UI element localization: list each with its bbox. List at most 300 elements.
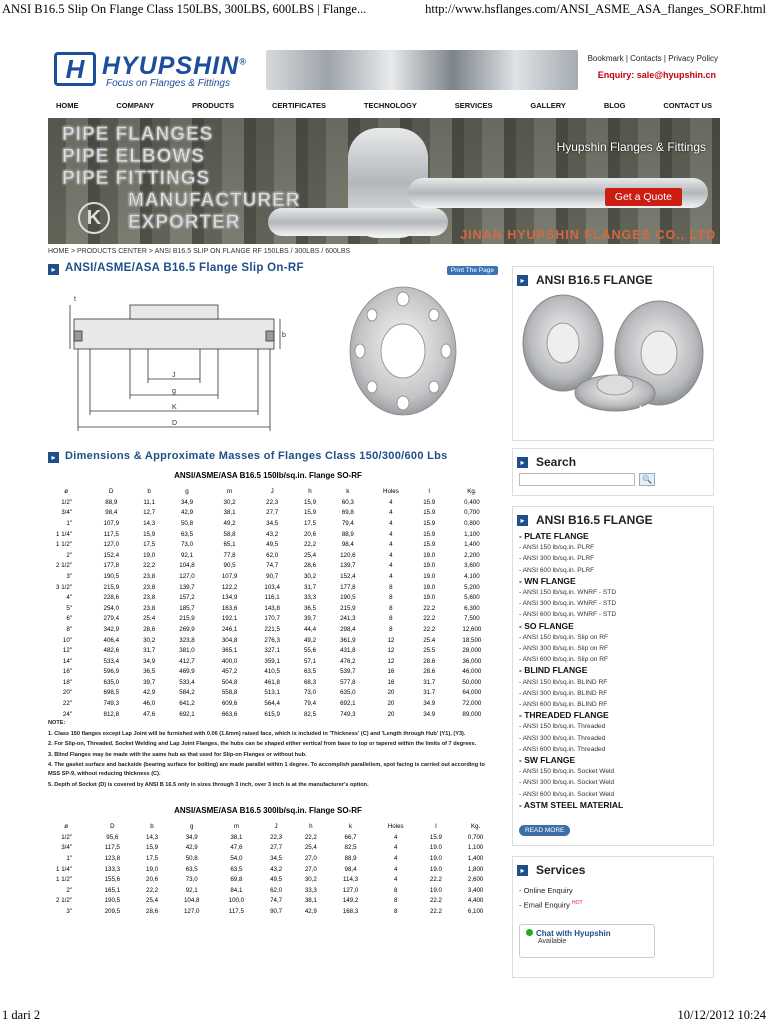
category-link[interactable]: - ANSI 150 lb/sq.in. WNRF - STD [519,589,617,597]
table-cell: 62,0 [266,551,279,559]
table-cell: 2 1/2" [56,897,72,905]
table-cell: 30,2 [303,572,317,580]
table-cell: 98,4 [344,865,357,873]
category-link[interactable]: - ANSI 300 lb/sq.in. WNRF - STD [519,600,617,608]
table-cell: 163,6 [221,604,238,612]
table-cell: 49,2 [223,519,236,527]
table-cell: 0,700 [464,509,480,517]
table-cell: 17,5 [146,854,159,862]
table-cell: 104,8 [179,562,195,570]
table-cell: 34,5 [270,854,283,862]
table-cell: 215,9 [340,604,356,612]
online-enquiry-link[interactable]: - Online Enquiry [519,886,573,895]
table-cell: 69,8 [341,509,354,517]
table-cell: 12,600 [462,625,482,633]
table-cell: 20 [387,710,395,718]
category-heading[interactable]: - ASTM STEEL MATERIAL [519,799,624,810]
header-flange-image [266,50,578,90]
table-cell: 615,9 [264,710,280,718]
sidebar-flange-box [512,266,714,441]
table-cell: 15,9 [303,509,317,517]
category-heading[interactable]: - THREADED FLANGE [519,710,609,721]
table-cell: 34,9 [180,498,194,506]
logo-mark-icon: H [54,52,96,86]
table-cell: 539,7 [340,668,356,676]
table-cell: 19.0 [423,551,436,559]
table-body [48,497,498,719]
table-cell: 34.9 [423,700,436,708]
table-row [48,497,498,508]
table-cell: 22,2 [303,541,317,549]
table-cell: 12,7 [143,509,156,517]
nav-services[interactable]: SERVICES [454,101,493,110]
table-cell: 359,1 [264,657,280,665]
slip-on-flange-photo [348,285,458,417]
table-cell: 62,0 [270,886,283,894]
table-cell: 63,5 [185,865,198,873]
banner-brand-text: Hyupshin Flanges & Fittings [556,140,706,154]
table-cell: 19.0 [423,594,436,602]
table-cell: 812,8 [103,710,120,718]
category-list [513,527,713,815]
notes-block [48,719,498,790]
section-arrow-icon: ▸ [517,457,528,468]
email-enquiry-label: - Email Enquiry [519,900,570,910]
table-cell: 4 [389,572,393,580]
section-arrow-icon: ▸ [48,264,59,275]
table-cell: 5,200 [464,583,480,591]
table-cell: 22.2 [423,625,436,633]
table-cell: 143,8 [264,604,280,612]
table-cell: 72,000 [462,700,482,708]
banner-line: PIPE ELBOWS [62,146,205,167]
table-cell: 18" [62,678,72,686]
table-cell: 3,400 [467,886,484,894]
table-cell: 0,700 [467,833,484,841]
get-a-quote-button[interactable]: Get a Quote [605,188,682,206]
table-cell: 412,7 [179,657,195,665]
column-header: Holes [382,488,399,495]
table-cell: 1/2" [61,833,72,841]
table-cell: 73,0 [303,689,317,697]
table-cell: 533,4 [179,678,195,686]
table-cell: 28,000 [462,647,482,655]
nav-certificates[interactable]: CERTIFICATES [272,101,327,110]
email-enquiry-link[interactable] [519,897,707,912]
table-cell: 4 [389,509,393,517]
table-cell: 47,6 [230,844,243,852]
table-cell: 400,0 [221,657,238,665]
search-icon[interactable]: 🔍 [639,473,655,486]
column-header: J [270,488,274,495]
table-cell: 0,800 [464,519,480,527]
table-cell: 98,4 [105,509,118,517]
table-cell: 533,4 [103,657,120,665]
main-nav [48,98,720,114]
table-cell: 8 [389,604,393,612]
table-cell: 749,3 [103,700,120,708]
table-cell: 1 1/2" [56,541,72,549]
table-cell: 4" [66,594,72,602]
category-link[interactable]: - ANSI 300 lb/sq.in. BLIND RF [519,689,608,697]
table-cell: 692,1 [179,710,195,718]
table-cell: 3/4" [61,509,72,517]
print-url: http://www.hsflanges.com/ANSI_ASME_ASA_flanges_SORF.html [425,2,766,16]
note-item: 1. Class 150 flanges except Lap Joint will be furnished with 0.06 (1.6mm) raised face, which is included in 'Thickness' (C) and 'Length through Hub' (Y1), (Y3). [48,730,466,737]
table-cell: 19,0 [146,865,159,873]
table-cell: 8" [66,625,72,633]
section-arrow-icon: ▸ [517,865,528,876]
table-cell: 8 [389,615,393,623]
table-cell: 17,5 [303,519,317,527]
table-cell: 4,100 [464,572,480,580]
table-cell: 19.0 [429,844,442,852]
table-cell: 749,3 [340,710,356,718]
category-link[interactable]: - ANSI 600 lb/sq.in. Slip on RF [519,656,609,664]
nav-products[interactable]: PRODUCTS [192,101,235,110]
table-cell: 104,8 [183,897,200,905]
table-cell: 323,8 [179,636,195,644]
table-cell: 127,0 [103,541,120,549]
table-cell: 5,600 [464,594,480,602]
table-cell: 107,9 [103,519,120,527]
table-cell: 381,0 [179,647,195,655]
table-cell: 107,9 [221,572,238,580]
banner-line: EXPORTER [128,212,241,233]
table-cell: 12 [387,657,395,665]
table-cell: 177,8 [103,562,120,570]
category-link[interactable]: - ANSI 300 lb/sq.in. PLRF [519,555,595,563]
table-row [48,698,498,709]
table-cell: 209,5 [104,907,121,915]
category-link[interactable]: - ANSI 300 lb/sq.in. Threaded [519,734,606,742]
product-title-bar [48,262,498,275]
table-cell: 33,3 [304,886,317,894]
table-cell: 23,8 [143,594,156,602]
breadcrumb[interactable]: HOME > PRODUCTS CENTER > ANSI B16.5 SLIP ON FLANGE RF 150LBS / 300LBS / 600LBS [48,248,351,255]
table-cell: 6,300 [464,604,480,612]
table-cell: 22,2 [146,886,159,894]
table-row [48,614,498,625]
drawing-label-k: K [172,404,177,411]
table-cell: 25,4 [143,615,156,623]
table-cell: 3" [66,572,72,580]
sidebar-category-box [512,506,714,846]
chat-widget[interactable] [519,924,655,958]
table-cell: 12 [387,647,395,655]
table-cell: 19.0 [423,562,436,570]
table-cell: 28.6 [423,657,436,665]
print-page-button[interactable]: Print The Page [447,266,498,275]
table-cell: 17,5 [143,541,156,549]
category-heading[interactable]: - SO FLANGE [519,620,574,631]
read-more-button[interactable]: READ MORE [519,825,570,836]
table-row [48,677,498,688]
table-cell: 47,6 [143,710,156,718]
table-cell: 44,4 [303,625,317,633]
table-cell: 88,9 [341,530,354,538]
print-footer [0,1006,768,1024]
table-cell: 0,400 [464,498,480,506]
services-title: Services [536,863,586,877]
table-row [48,592,498,603]
table-cell: 39,7 [303,615,317,623]
table-cell: 558,8 [221,689,238,697]
header-enquiry-email[interactable]: Enquiry: sale@hyupshin.cn [597,70,716,80]
table-cell: 641,2 [179,700,195,708]
table-cell: 42,9 [143,689,156,697]
category-heading[interactable]: - WN FLANGE [519,575,576,586]
category-link[interactable]: - ANSI 150 lb/sq.in. Slip on RF [519,633,609,641]
column-header: m [233,822,239,830]
nav-contact-us[interactable]: CONTACT US [663,101,712,110]
column-header: m [226,488,233,495]
main-content [48,262,498,445]
table-cell: 58,8 [223,530,236,538]
table-cell: 18,500 [462,636,482,644]
table-cell: 25,4 [303,551,317,559]
table-cell: 100,0 [228,897,245,905]
table-cell: 304,8 [221,636,238,644]
category-link[interactable]: - ANSI 600 lb/sq.in. WNRF - STD [519,611,617,619]
print-header [0,0,768,20]
table-cell: 117,5 [103,530,119,538]
nav-technology[interactable]: TECHNOLOGY [363,101,417,110]
table-cell: 34,9 [143,657,156,665]
table-cell: 461,8 [264,678,280,686]
table-cell: 69,8 [230,876,243,884]
category-link[interactable]: - ANSI 600 lb/sq.in. Socket Weld [519,790,615,798]
note-item: 3. Blind Flanges may be made with the same hub as that used for Slip-on Flanges or without hub. [48,751,307,758]
table-cell: 8 [389,583,393,591]
category-link[interactable]: - ANSI 600 lb/sq.in. PLRF [519,566,595,574]
table-cell: 635,0 [103,678,120,686]
table-cell: 254,0 [103,604,120,612]
print-datetime: 10/12/2012 10:24 [677,1008,766,1022]
category-link[interactable]: - ANSI 600 lb/sq.in. Threaded [519,745,606,753]
category-link[interactable]: - ANSI 150 lb/sq.in. BLIND RF [519,678,608,686]
table-cell: 66,7 [344,833,357,841]
column-header: b [147,488,151,495]
table-cell: 692,1 [340,700,356,708]
table-cell: 34,5 [266,519,279,527]
table-cell: 577,8 [340,678,356,686]
table-cell: 22.2 [423,604,436,612]
web-page [48,40,720,980]
note-item: 4. The gasket surface and backside (bearing surface for bolting) are made parallel within 1 degree. To accomplish parallelism, spot facing is carried out according to MSS SP-9, without reducing thickness (C). [48,762,485,778]
table-cell: 33,3 [303,594,317,602]
table-cell: 133,3 [104,865,121,873]
table-cell: 127,0 [342,886,359,894]
sidebar-search-box [512,448,714,496]
table-cell: 64,000 [462,689,482,697]
table-cell: 63,5 [230,865,243,873]
table-cell: 1,800 [467,865,484,873]
column-header: Kg. [467,488,477,495]
table-cell: 103,4 [264,583,280,591]
table-cell: 22" [62,700,72,708]
table-cell: 6" [66,615,72,623]
table-cell: 4 [389,551,393,559]
column-header: D [110,822,115,830]
site-logo[interactable] [54,50,254,90]
table-150lb-title: ANSI/ASME/ASA B16.5 150lb/sq.in. Flange SO-RF [174,471,362,480]
table-cell: 28,6 [143,625,156,633]
table-cell: 92,1 [185,886,198,894]
table-cell: 1 1/4" [56,530,72,538]
category-link[interactable]: - ANSI 150 lb/sq.in. Threaded [519,723,606,731]
nav-home[interactable]: HOME [56,101,79,110]
table-cell: 19,0 [143,551,156,559]
table-cell: 15,9 [303,498,317,506]
table-cell: 73,0 [185,876,198,884]
table-cell: 22.2 [429,897,442,905]
page-title: ANSI/ASME/ASA B16.5 Flange Slip On-RF [65,262,304,274]
table-row [48,885,498,896]
nav-blog[interactable]: BLOG [603,101,626,110]
section-arrow-icon: ▸ [517,515,528,526]
table-row [48,853,498,864]
table-cell: 84,1 [230,886,243,894]
table-cell: 82,5 [303,710,317,718]
table-cell: 42,9 [180,509,194,517]
table-cell: 24" [62,710,72,718]
table-cell: 95,6 [106,833,119,841]
table-cell: 215,9 [103,583,120,591]
table-cell: 2,600 [467,876,484,884]
table-cell: 5" [66,604,72,612]
nav-company[interactable]: COMPANY [116,101,155,110]
table-cell: 11,1 [143,498,155,506]
dimensions-title: Dimensions & Approximate Masses of Flanges Class 150/300/600 Lbs [65,450,448,462]
table-cell: 36,000 [462,657,482,665]
table-cell: 1,400 [464,541,480,549]
category-link[interactable]: - ANSI 300 lb/sq.in. Socket Weld [519,779,615,787]
hero-banner [48,118,720,244]
table-row [48,896,498,907]
table-cell: 23,8 [143,572,156,580]
category-heading[interactable]: - BLIND FLANGE [519,665,588,676]
table-cell: 246,1 [221,625,238,633]
table-cell: 19.0 [423,583,436,591]
table-cell: 365,1 [221,647,238,655]
table-cell: 4 [389,541,393,549]
note-item: 5. Depth of Socket (D) is covered by ANSI B 16.5 only in sizes through 3 inch, over 3 inch is at the manufacturer's option. [48,781,369,788]
product-figures [48,285,498,445]
table-cell: 14,3 [143,519,156,527]
table-cell: 513,1 [264,689,280,697]
table-cell: 23,8 [143,604,156,612]
table-cell: 31,7 [303,583,317,591]
category-link[interactable]: - ANSI 300 lb/sq.in. Slip on RF [519,645,609,653]
table-cell: 4 [389,519,393,527]
column-header: k [349,822,353,830]
table-cell: 4,400 [467,897,484,905]
banner-line: PIPE FLANGES [62,124,214,145]
column-header: ø [64,488,68,495]
table-cell: 1 1/2" [56,876,72,884]
table-cell: 74,7 [266,562,279,570]
table-cell: 25.5 [423,647,436,655]
category-heading[interactable]: - PLATE FLANGE [519,531,589,541]
table-cell: 46,0 [143,700,156,708]
table-cell: 57,1 [303,657,317,665]
table-cell: 20 [387,700,395,708]
column-header: Holes [387,822,404,830]
table-cell: 1" [66,519,72,527]
category-link[interactable]: - ANSI 150 lb/sq.in. Socket Weld [519,768,615,776]
table-cell: 410,5 [264,668,280,676]
table-cell: 12" [62,647,72,655]
table-cell: 50,000 [462,678,482,686]
table-cell: 2,200 [464,551,480,559]
table-cell: 38,1 [304,897,317,905]
table-cell: 88,9 [344,854,357,862]
column-header: h [308,488,312,495]
table-cell: 4 [393,876,398,884]
table-cell: 36,5 [143,668,156,676]
table-cell: 482,6 [103,647,120,655]
table-cell: 117,5 [228,907,244,915]
drawing-label-b: b [282,332,286,339]
table-row [48,571,498,582]
table-cell: 4 [389,562,393,570]
table-cell: 15.9 [423,519,436,527]
table-cell: 190,5 [103,572,120,580]
table-cell: 342,9 [103,625,120,633]
table-cell: 22,2 [304,833,317,841]
sidebar-flange-title: ANSI B16.5 FLANGE [536,273,653,287]
table-cell: 63,5 [303,668,317,676]
table-cell: 192,1 [221,615,238,623]
table-cell: 15.9 [423,509,436,517]
table-cell: 504,8 [221,678,238,686]
table-cell: 469,9 [179,668,195,676]
category-heading[interactable]: - SW FLANGE [519,755,576,766]
table-row [48,635,498,646]
table-cell: 20,6 [303,530,317,538]
table-cell: 55,6 [303,647,317,655]
column-header: l [428,488,430,495]
table-row [48,656,498,667]
table-cell: 88,9 [105,498,118,506]
table-cell: 1" [66,854,72,862]
search-input[interactable] [519,473,635,486]
table-cell: 54,0 [230,854,243,862]
table-row [48,508,498,519]
table-cell: 152,4 [340,572,356,580]
section-arrow-icon: ▸ [517,275,528,286]
header-links[interactable]: Bookmark | Contacts | Privacy Policy [587,54,718,63]
table-cell: 361,9 [340,636,356,644]
category-link[interactable]: - ANSI 150 lb/sq.in. PLRF [519,544,595,552]
table-cell: 123,8 [104,854,121,862]
table-cell: 8 [389,625,393,633]
table-cell: 584,2 [179,689,195,697]
table-cell: 19.0 [423,572,436,580]
category-link[interactable]: - ANSI 600 lb/sq.in. BLIND RF [519,701,608,709]
table-cell: 215,9 [179,615,195,623]
table-cell: 190,5 [340,594,356,602]
table-cell: 8 [389,594,393,602]
table-cell: 1,100 [467,844,484,852]
table-cell: 663,6 [221,710,238,718]
sidebar-services-box [512,856,714,978]
drawing-label-d: D [172,420,178,427]
notes-label: NOTE: [48,720,66,727]
table-cell: 165,1 [104,886,121,894]
nav-gallery[interactable]: GALLERY [530,101,566,110]
